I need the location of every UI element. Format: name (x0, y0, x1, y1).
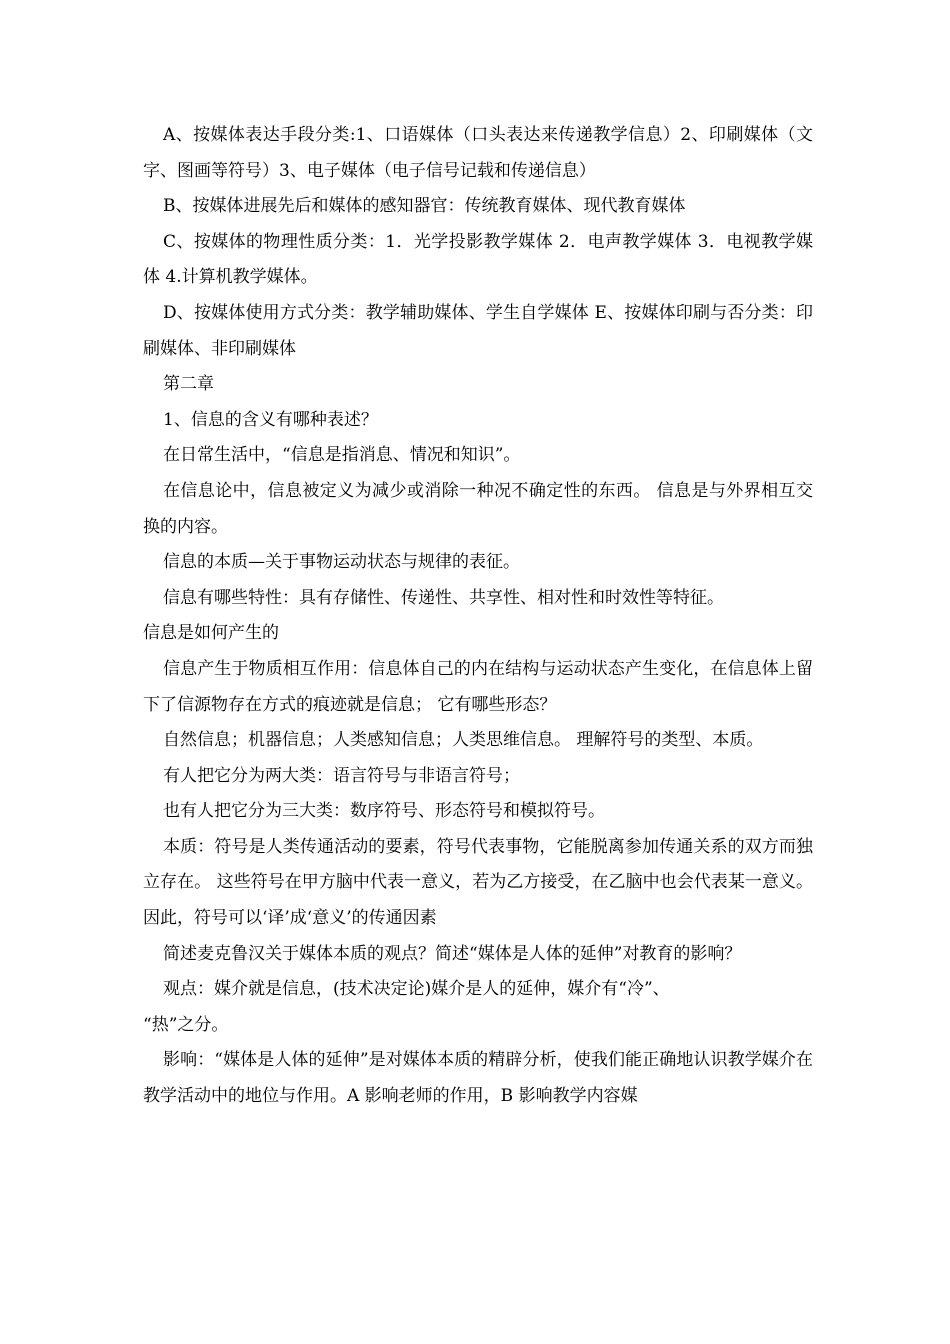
paragraph-mcluhan-influence: 影响：“媒体是人体的延伸”是对媒体本质的精辟分析，使我们能正确地认识教学媒介在教学活动中的地位与作用。A 影响老师的作用，B 影响教学内容媒 (143, 1050, 813, 1107)
question-information-origin: 信息是如何产生的 (143, 623, 279, 644)
document-page (143, 118, 813, 1115)
paragraph-daily-life-definition: 在日常生活中，“信息是指消息、情况和知识”。 (163, 445, 521, 466)
paragraph-symbol-two-types: 有人把它分为两大类：语言符号与非语言符号； (163, 765, 520, 786)
paragraph-information-essence: 信息的本质—关于事物运动状态与规律的表征。 (163, 552, 520, 573)
paragraph-information-generation: 信息产生于物质相互作用：信息体自己的内在结构与运动状态产生变化，在信息体上留下了信源物存在方式的痕迹就是信息； 它有哪些形态？ (143, 658, 813, 715)
paragraph-media-classification-c: C、按媒体的物理性质分类：1．光学投影教学媒体 2．电声教学媒体 3．电视教学媒体 4.计算机教学媒体。 (143, 231, 813, 288)
paragraph-media-classification-b: B、按媒体进展先后和媒体的感知器官：传统教育媒体、现代教育媒体 (163, 196, 686, 217)
paragraph-information-properties: 信息有哪些特性：具有存储性、传递性、共享性、相对性和时效性等特征。 (163, 587, 724, 608)
paragraph-media-classification-d: D、按媒体使用方式分类：教学辅助媒体、学生自学媒体 E、按媒体印刷与否分类：印刷媒体、非印刷媒体 (143, 302, 813, 359)
chapter-heading: 第二章 (163, 374, 214, 395)
question-information-meaning: 1、信息的含义有哪种表述？ (163, 409, 378, 430)
paragraph-symbol-essence: 本质：符号是人类传通活动的要素，符号代表事物，它能脱离参加传通关系的双方而独立存在。 这些符号在甲方脑中代表一意义，若为乙方接受，在乙脑中也会代表某一意义。因此，符号可以‘译’成‘意义’的传通因素 (143, 836, 813, 929)
paragraph-information-theory-definition: 在信息论中，信息被定义为减少或消除一种况不确定性的东西。 信息是与外界相互交换的内容。 (143, 480, 813, 537)
paragraph-media-classification-a: A、按媒体表达手段分类:1、口语媒体（口头表达来传递教学信息）2、印刷媒体（文字、图画等符号）3、电子媒体（电子信号记载和传递信息） (143, 125, 813, 181)
paragraph-hot-cold: “热”之分。 (143, 1014, 229, 1035)
paragraph-information-forms: 自然信息；机器信息；人类感知信息；人类思维信息。 理解符号的类型、本质。 (163, 730, 764, 751)
paragraph-mcluhan-viewpoint: 观点：媒介就是信息，(技术决定论)媒介是人的延伸，媒介有“冷”、 (163, 979, 670, 1000)
paragraph-symbol-three-types: 也有人把它分为三大类：数序符号、形态符号和模拟符号。 (163, 801, 605, 822)
question-mcluhan: 简述麦克鲁汉关于媒体本质的观点？简述“媒体是人体的延伸”对教育的影响？ (163, 943, 742, 964)
